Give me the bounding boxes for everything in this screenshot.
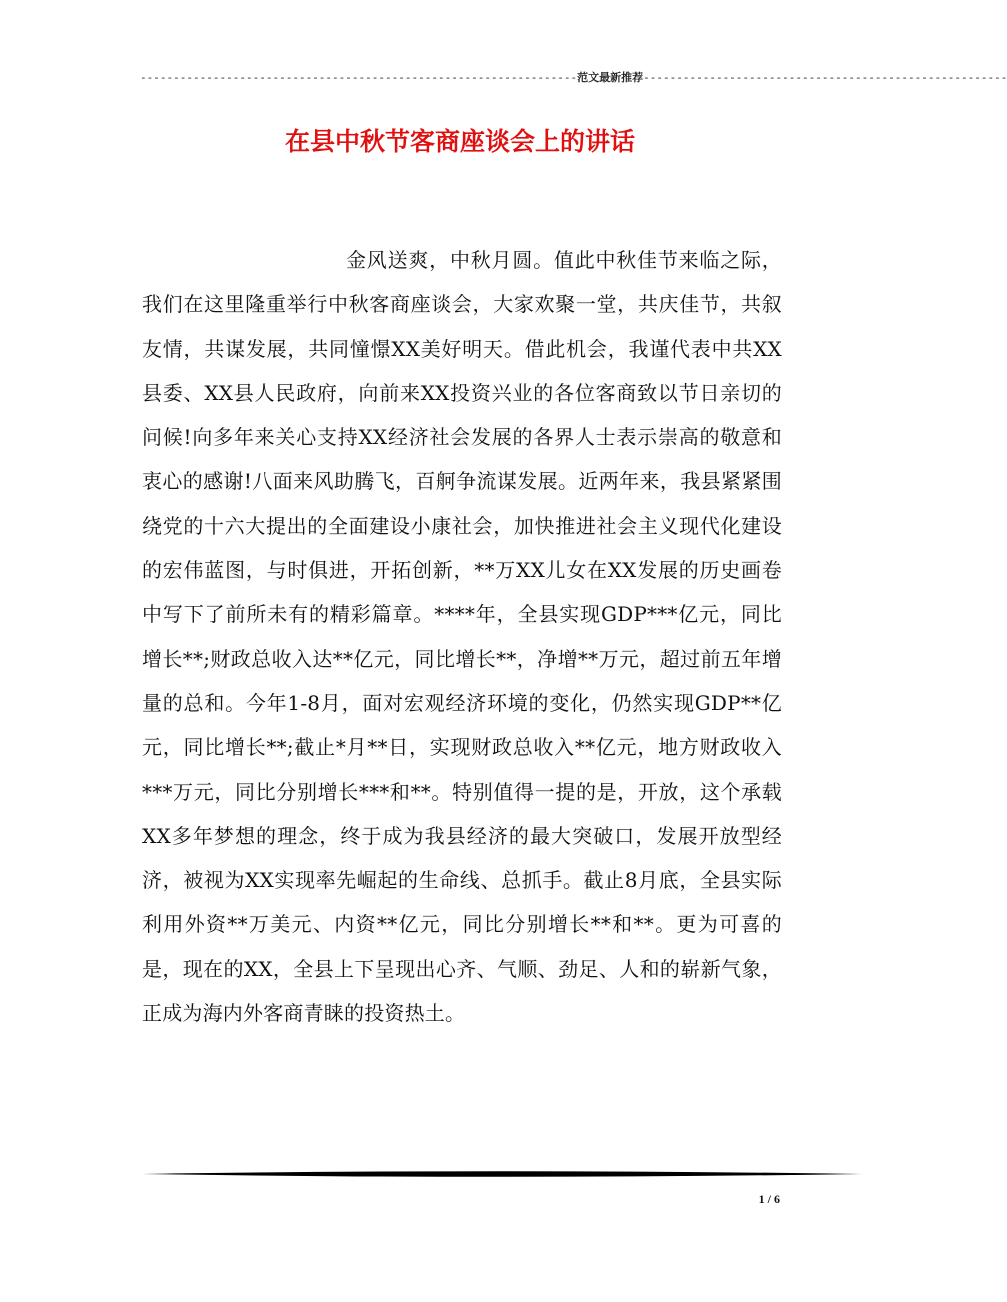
document-body bbox=[142, 238, 782, 1035]
header-dashes-right: ------------------------------------------------------- bbox=[643, 71, 1007, 84]
header-label: 范文最新推荐 bbox=[577, 71, 644, 84]
page-header bbox=[140, 70, 1007, 86]
header-dashes-left: ------------------------------------------------------------------ bbox=[140, 71, 578, 84]
body-paragraph: 金风送爽，中秋月圆。值此中秋佳节来临之际，我们在这里隆重举行中秋客商座谈会，大家欢聚一堂，共庆佳节，共叙友情，共谋发展，共同憧憬XX美好明天。借此机会，我谨代表中共XX县委、XX县人民政府，向前来XX投资兴业的各位客商致以节日亲切的问候!向多年来关心支持XX经济社会发展的各界人士表示崇高的敬意和衷心的感谢!八面来风助腾飞，百舸争流谋发展。近两年来，我县紧紧围绕党的十六大提出的全面建设小康社会，加快推进社会主义现代化建设的宏伟蓝图，与时俱进，开拓创新，**万XX儿女在XX发展的历史画卷中写下了前所未有的精彩篇章。****年，全县实现GDP***亿元，同比增长**;财政总收入达**亿元，同比增长**，净增**万元，超过前五年增量的总和。今年1-8月，面对宏观经济环境的变化，仍然实现GDP**亿元，同比增长**;截止*月**日，实现财政总收入**亿元，地方财政收入***万元，同比分别增长***和**。特别值得一提的是，开放，这个承载XX多年梦想的理念，终于成为我县经济的最大突破口，发展开放型经济，被视为XX实现率先崛起的生命线、总抓手。截止8月底，全县实际利用外资**万美元、内资**亿元，同比分别增长**和**。更为可喜的是，现在的XX，全县上下呈现出心齐、气顺、劲足、人和的崭新气象，正成为海内外客商青睐的投资热土。 bbox=[142, 248, 782, 1026]
document-title: 在县中秋节客商座谈会上的讲话 bbox=[284, 127, 635, 156]
footer-divider bbox=[142, 1170, 862, 1178]
page-number: 1 / 6 bbox=[758, 1192, 780, 1206]
